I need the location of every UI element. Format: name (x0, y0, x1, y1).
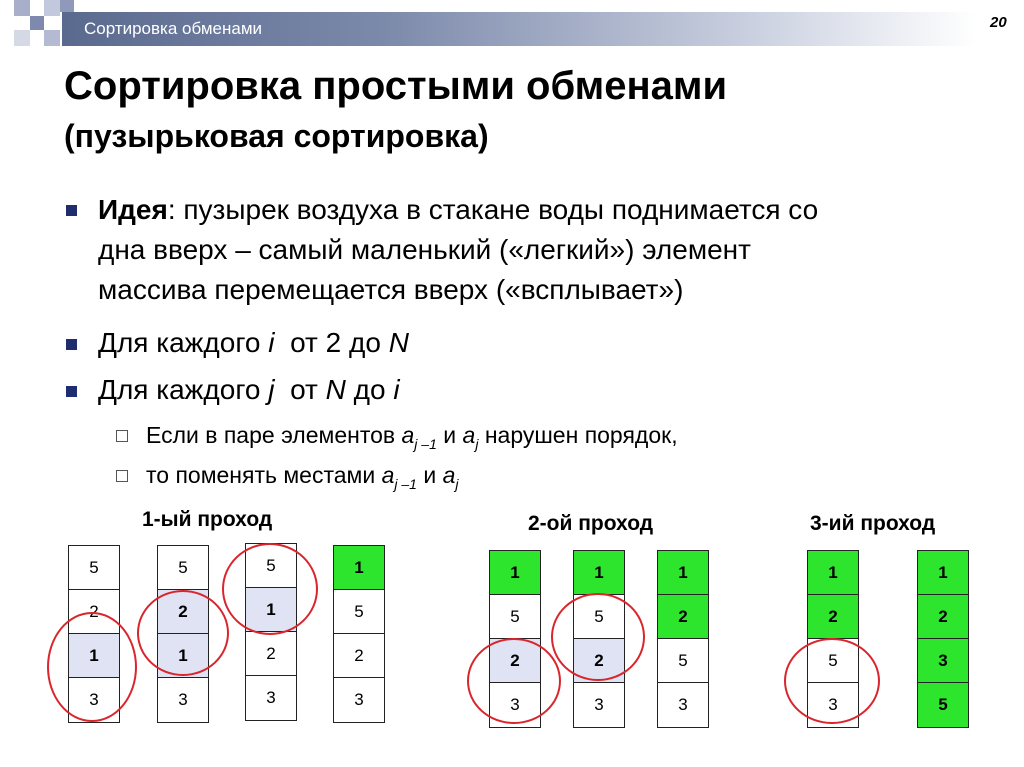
array-cell: 2 (658, 595, 708, 639)
array-cell: 5 (158, 546, 208, 590)
bullet-idea-line3: массива перемещается вверх («всплывает») (98, 274, 684, 305)
header-title: Сортировка обменами (84, 19, 263, 38)
array-cell: 5 (490, 595, 540, 639)
array-cell: 5 (574, 595, 624, 639)
pass-label-3: 3-ий проход (810, 512, 936, 535)
subbullet-marker (116, 430, 128, 442)
array-cell: 5 (918, 683, 968, 727)
array-cell: 1 (246, 588, 296, 632)
array-cell: 1 (69, 634, 119, 678)
comparison-circle (784, 638, 880, 724)
bullet-marker (66, 386, 77, 397)
comparison-circle (551, 593, 645, 681)
comparison-circle (222, 543, 318, 635)
array-cell: 5 (658, 639, 708, 683)
array-cell: 2 (69, 590, 119, 634)
array-cell: 2 (918, 595, 968, 639)
comparison-circle (47, 612, 137, 722)
bullet-idea-line1: Идея: пузырек воздуха в стакане воды поднимается со (98, 194, 819, 225)
subbullet-marker (116, 470, 128, 482)
pass-label-1: 1-ый проход (142, 508, 273, 531)
array-cell: 1 (334, 546, 384, 590)
array-cell: 1 (658, 551, 708, 595)
array-cell: 5 (69, 546, 119, 590)
bullet-marker (66, 205, 77, 216)
array-cell: 1 (574, 551, 624, 595)
comparison-circle (467, 638, 561, 724)
array-cell: 2 (158, 590, 208, 634)
array-cell: 2 (246, 632, 296, 676)
array-cell: 1 (808, 551, 858, 595)
slide-title: Сортировка простыми обменами (64, 64, 728, 108)
array-cell: 2 (490, 639, 540, 683)
subbullet-swap: то поменять местами $a_{j -1}$ и $a_j$ (146, 462, 459, 492)
array-cell: 1 (490, 551, 540, 595)
comparison-circle (137, 590, 229, 676)
array-column (917, 550, 969, 728)
decor-square (44, 30, 60, 46)
bullet-loop-j: Для каждого j от N до i (98, 374, 400, 405)
array-cell: 2 (334, 634, 384, 678)
array-cell: 3 (808, 683, 858, 727)
array-cell: 3 (574, 683, 624, 727)
array-cell: 3 (334, 678, 384, 722)
slide-subtitle: (пузырьковая сортировка) (64, 118, 489, 154)
array-cell: 3 (246, 676, 296, 720)
array-cell: 3 (918, 639, 968, 683)
pass-label-2: 2-ой проход (528, 512, 654, 535)
array-cell: 5 (246, 544, 296, 588)
array-cell: 1 (158, 634, 208, 678)
bullet-loop-i: Для каждого i от 2 до N (98, 327, 409, 358)
array-column (657, 550, 709, 728)
decor-square (14, 30, 30, 46)
array-cell: 5 (334, 590, 384, 634)
array-cell: 1 (918, 551, 968, 595)
bullet-idea-line2: дна вверх – самый маленький («легкий») элемент (98, 234, 751, 265)
page-number: 20 (990, 14, 1007, 31)
array-cell: 3 (490, 683, 540, 727)
array-cell: 2 (574, 639, 624, 683)
array-cell: 2 (808, 595, 858, 639)
array-column (333, 545, 385, 723)
bullet-marker (66, 339, 77, 350)
decor-square (60, 0, 74, 12)
subbullet-condition: Если в паре элементов $a_{j -1}$ и $a_j$ нарушен порядок, (146, 422, 678, 452)
decor-square (14, 0, 30, 16)
array-cell: 5 (808, 639, 858, 683)
decor-square (44, 0, 60, 16)
array-cell: 3 (69, 678, 119, 722)
array-cell: 3 (658, 683, 708, 727)
array-cell: 3 (158, 678, 208, 722)
decor-square (30, 16, 44, 30)
